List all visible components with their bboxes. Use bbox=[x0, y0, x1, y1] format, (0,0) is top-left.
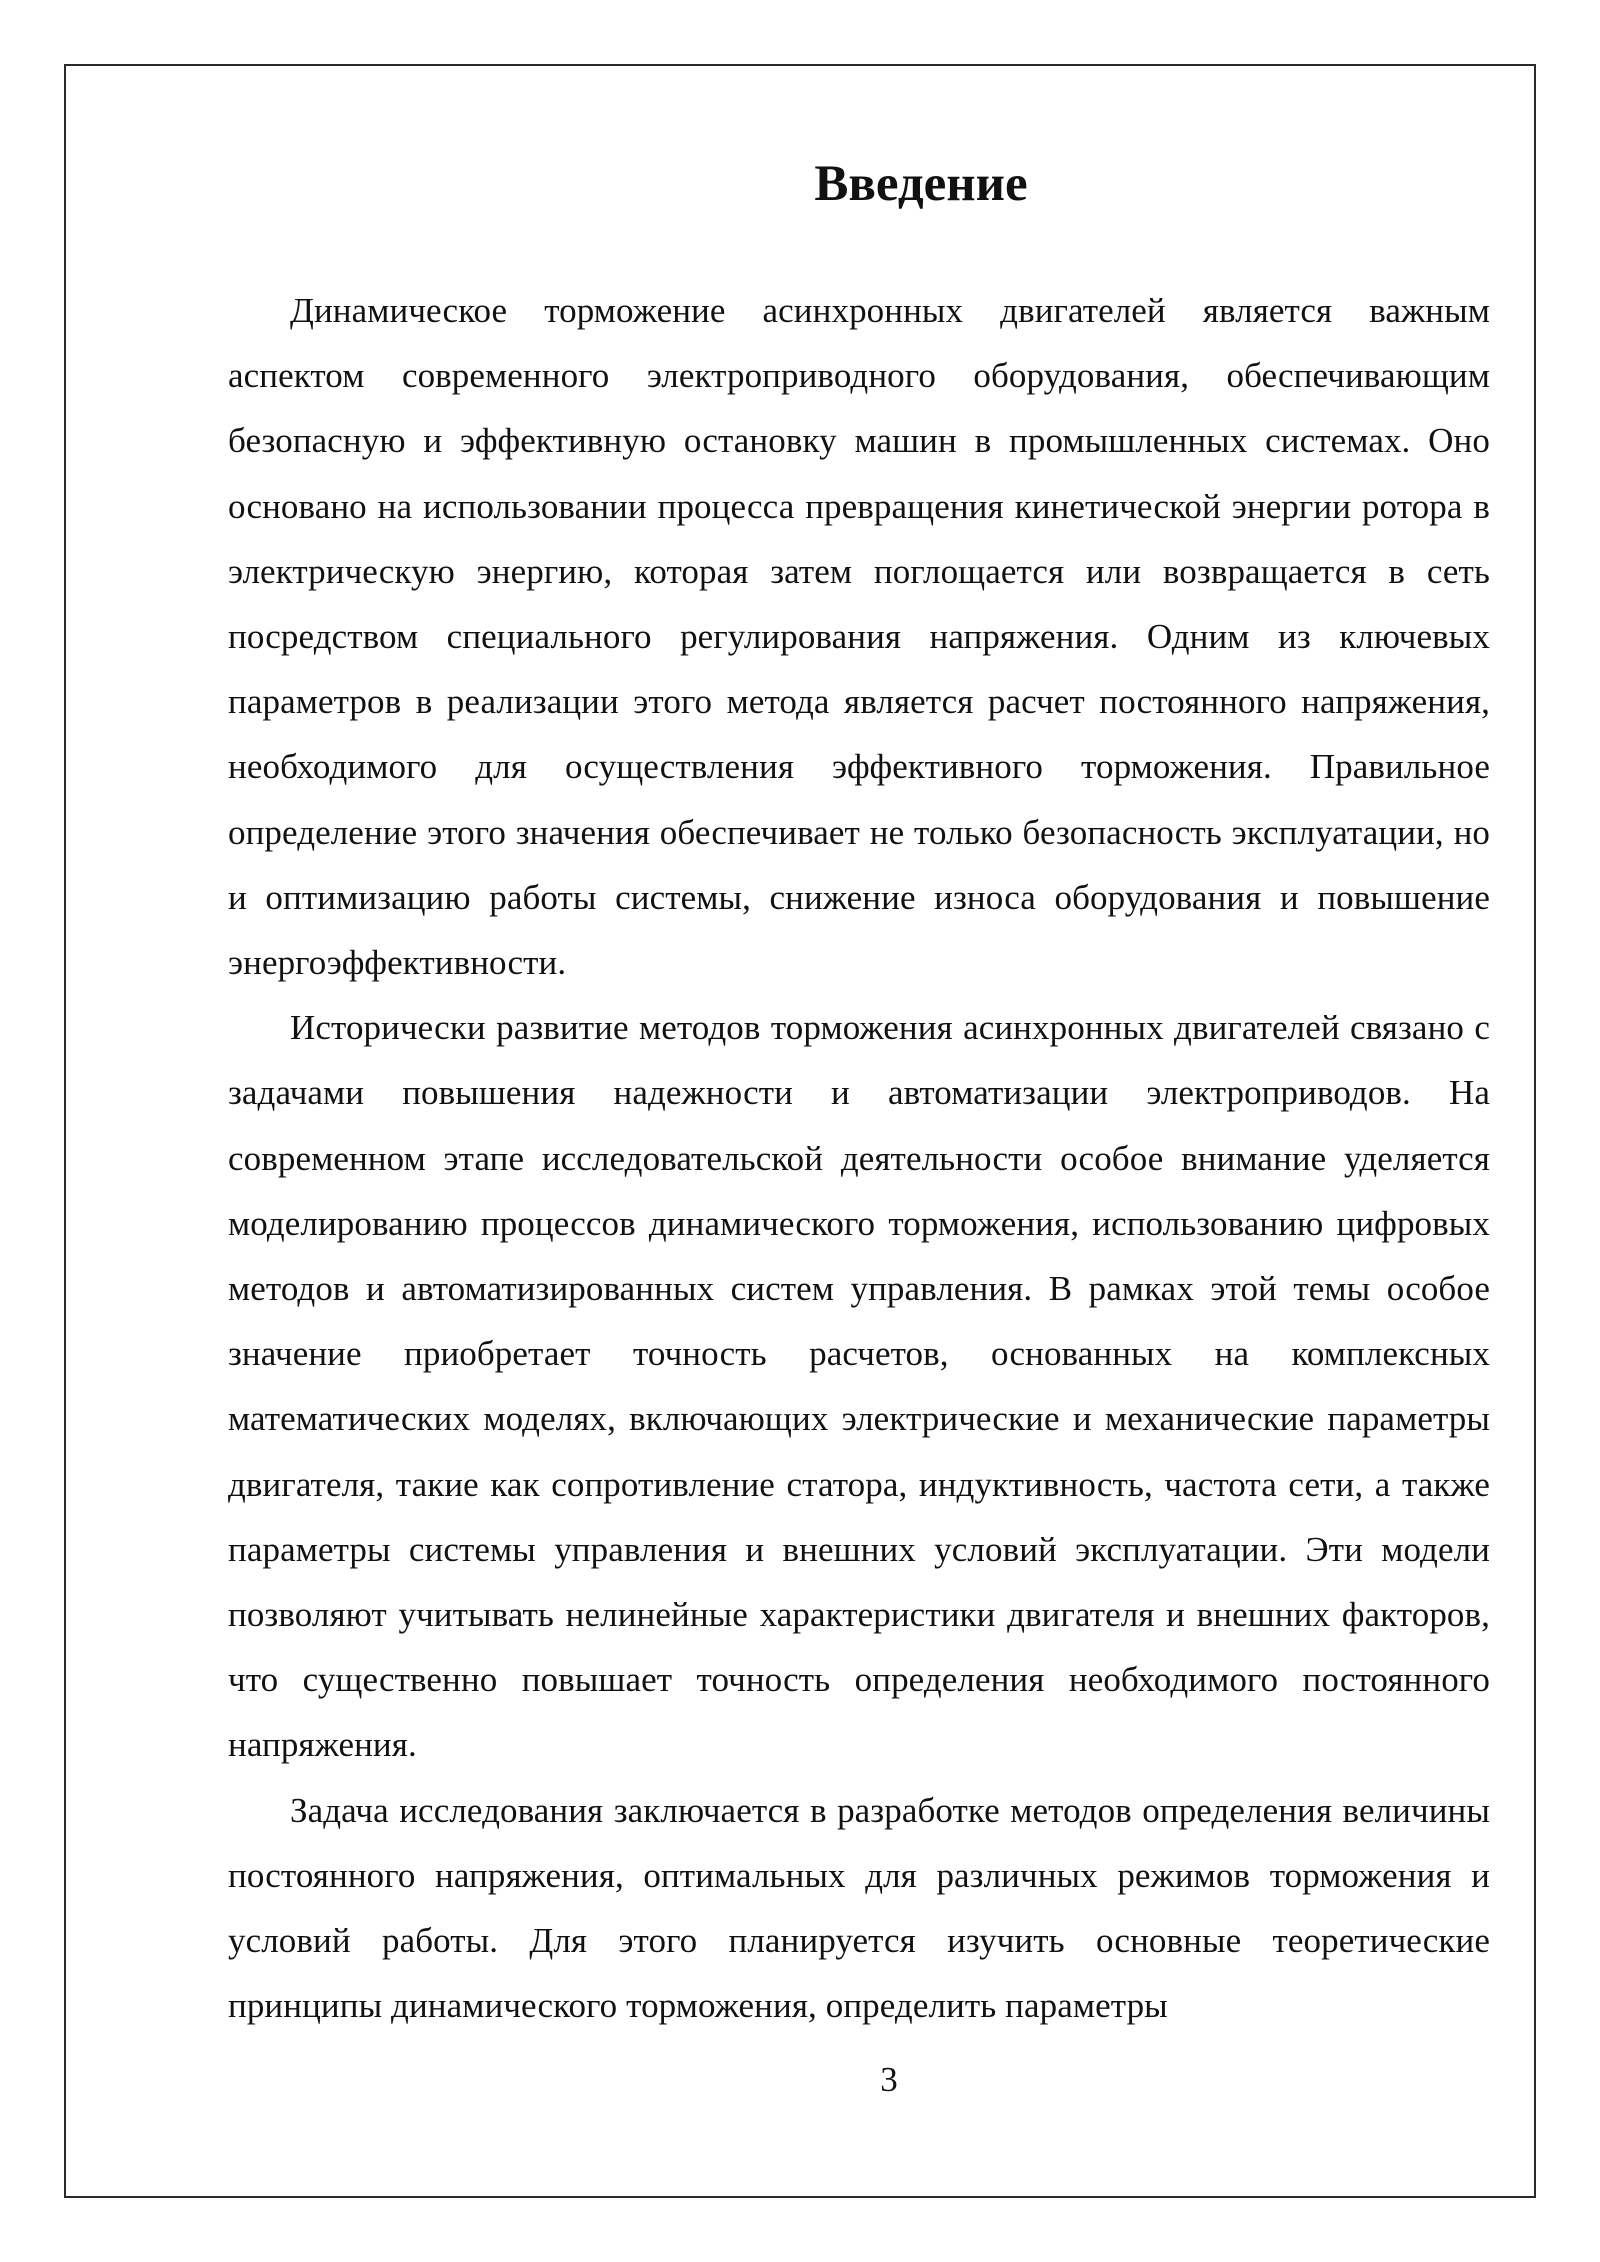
paragraph-1: Динамическое торможение асинхронных двигателей является важным аспектом современного электроприводного оборудования, обеспечивающим безопасную и эффективную остановку машин в промышленных системах. Оно основано на использовании процесса превращения кинетической энергии ротора в электрическую энергию, которая затем поглощается или возвращается в сеть посредством специального регулирования напряжения. Одним из ключевых параметров в реализации этого метода является расчет постоянного напряжения, необходимого для осуществления эффективного торможения. Правильное определение этого значения обеспечивает не только безопасность эксплуатации, но и оптимизацию работы системы, снижение износа оборудования и повышение энергоэффективности. bbox=[228, 291, 1490, 983]
section-title: Введение bbox=[814, 156, 1028, 212]
paragraph-3: Задача исследования заключается в разработке методов определения величины постоянного напряжения, оптимальных для различных режимов торможения и условий работы. Для этого планируется изучить основные теоретические принципы динамического торможения, определить параметры bbox=[228, 1790, 1490, 2026]
paragraph-2: Исторически развитие методов торможения асинхронных двигателей связано с задачами повышения надежности и автоматизации электроприводов. На современном этапе исследовательской деятельности особое внимание уделяется моделированию процессов динамического торможения, использованию цифровых методов и автоматизированных систем управления. В рамках этой темы особое значение приобретает точность расчетов, основанных на комплексных математических моделях, включающих электрические и механические параметры двигателя, такие как сопротивление статора, индуктивность, частота сети, а также параметры системы управления и внешних условий эксплуатации. Эти модели позволяют учитывать нелинейные характеристики двигателя и внешних факторов, что существенно повышает точность определения необходимого постоянного напряжения. bbox=[228, 1008, 1490, 1765]
page-content bbox=[228, 148, 1490, 2038]
page-number: 3 bbox=[880, 2060, 898, 2099]
body-text bbox=[228, 278, 1490, 2038]
